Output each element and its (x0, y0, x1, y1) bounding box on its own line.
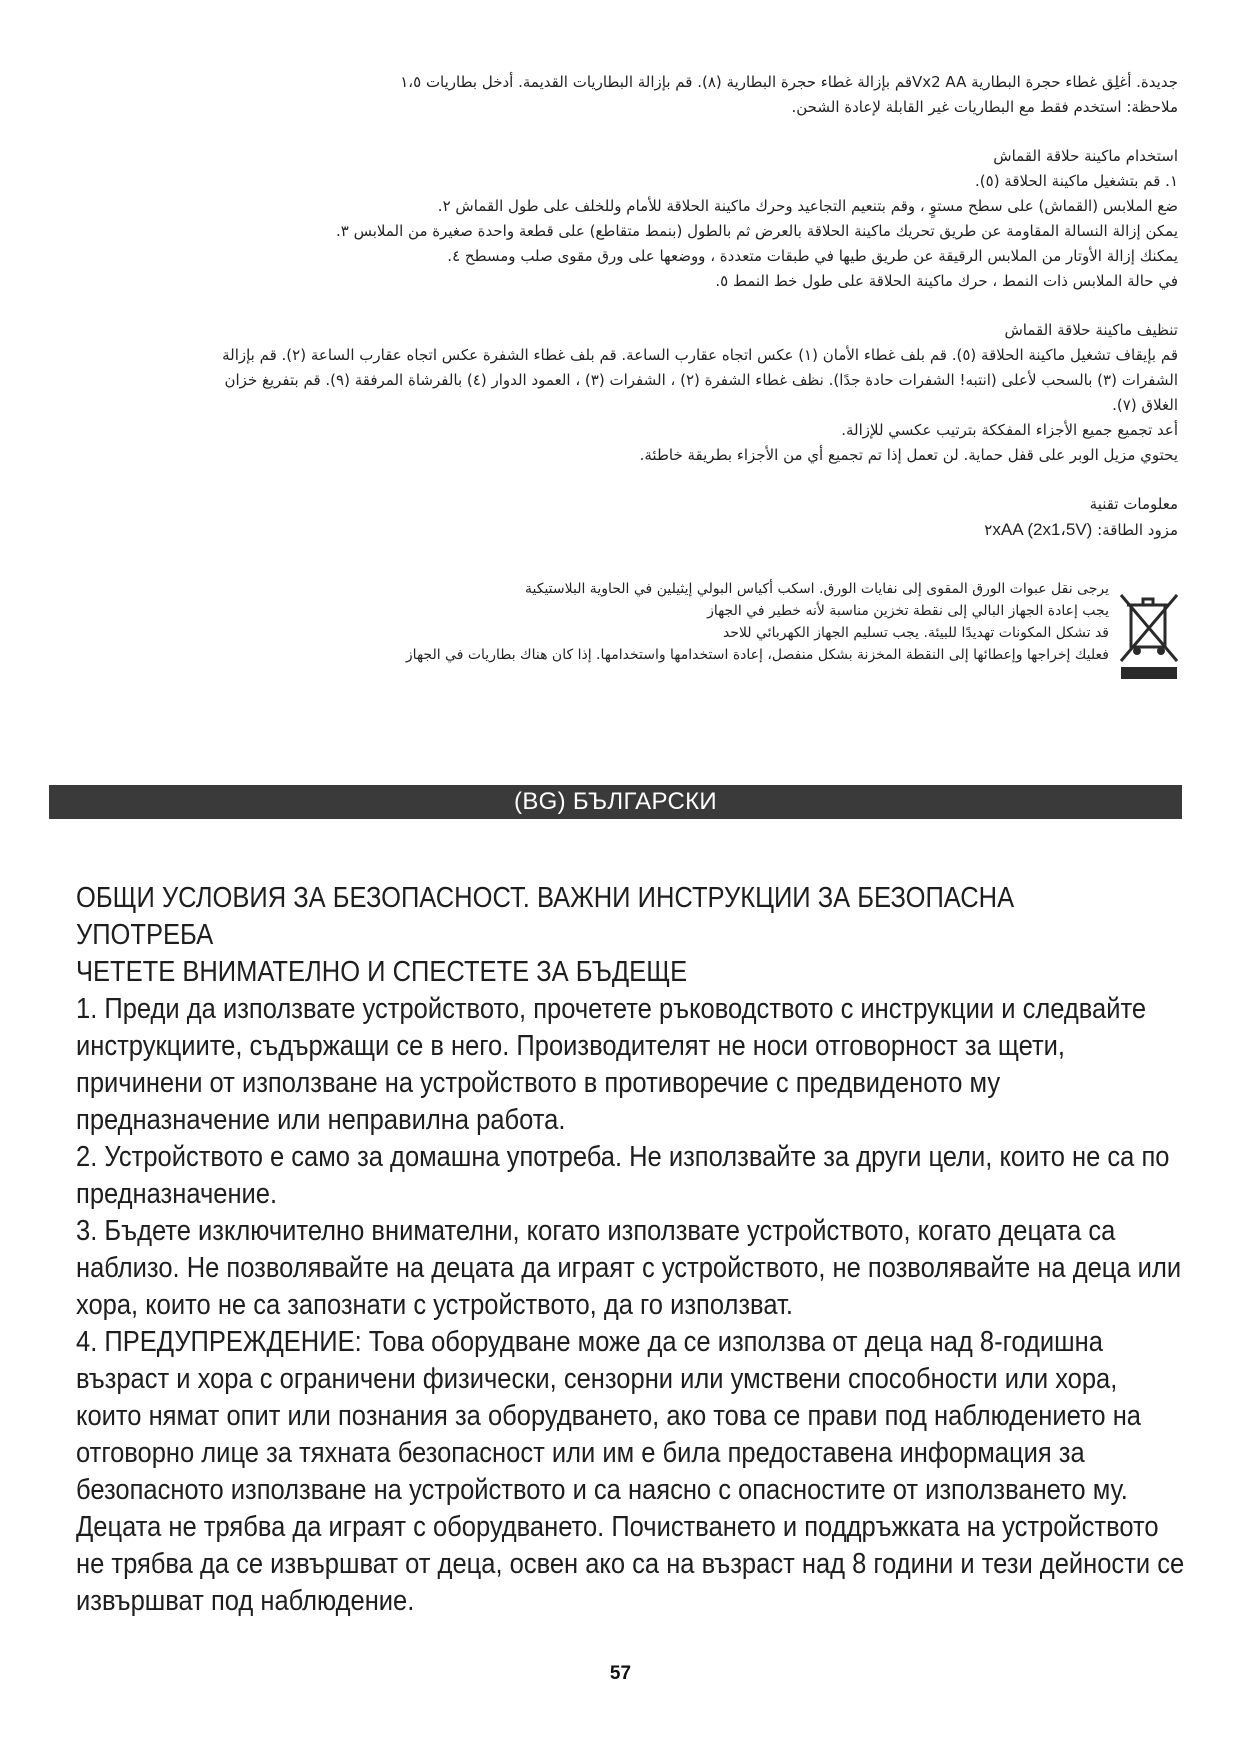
battery-line: جديدة. أغلِق غطاء حجرة البطارية Vx2 AAقم بإزالة غطاء حجرة البطارية (٨). قم بإزالة البطاريات القديمة. أدخل بطاريات ١،٥ (400, 73, 1178, 91)
cleaning-line: أعد تجميع جميع الأجزاء المفككة بترتيب عكسي للإزالة. (841, 421, 1178, 439)
cleaning-line: قم بإيقاف تشغيل ماكينة الحلاقة (٥). قم بلف غطاء الأمان (١) عكس اتجاه عقارب الساعة. قم بلف غطاء الشفرة عكس اتجاه عقارب الساعة (٢). قم بإزالة (222, 346, 1178, 364)
cleaning-line: الشفرات (٣) بالسحب لأعلى (انتبه! الشفرات حادة جدًا). نظف غطاء الشفرة (٢) ، الشفرات (٣) ، العمود الدوار (٤) بالفرشاة المرفقة (٩). قم بتفريغ خزان (224, 371, 1178, 389)
safety-item: 2. Устройството е само за домашна употреба. Не използвайте за други цели, които не са по предназначение. (76, 1141, 1170, 1210)
usage-heading: استخدام ماكينة حلاقة القماش (993, 147, 1178, 165)
usage-line: ١. قم بتشغيل ماكينة الحلاقة (٥). (975, 172, 1178, 190)
disposal-line: يجب إعادة الجهاز البالي إلى نقطة تخزين مناسبة لأنه خطير في الجهاز (707, 603, 1109, 619)
bulgarian-section (76, 880, 1186, 1620)
safety-item: 4. ПРЕДУПРЕЖДЕНИЕ: Това оборудване може да се използва от деца над 8-годишна възраст и хора с ограничени физически, сензорни или умствени способности или хора, които нямат опит или познания за оборудването, ако това се прави под наблюдението на отговорно лице за тяхната безопасност или им е била предоставена информация за безопасното използване на устройството и са наясно с опасностите от използването му. Децата не трябва да играят с оборудването. Почистването и поддръжката на устройството не трябва да се извършват от деца, освен ако са на възраст над 8 години и тези дейности се извършват под наблюдение. (76, 1326, 1185, 1617)
crossed-bin-icon (1117, 591, 1181, 681)
usage-line: ضع الملابس (القماش) على سطح مستوٍ ، وقم بتنعيم التجاعيد وحرك ماكينة الحلاقة للأمام وللخلف على طول القماش ٢. (437, 197, 1178, 215)
usage-line: يمكنك إزالة الأوتار من الملابس الرقيقة عن طريق طيها في طبقات متعددة ، ووضعها على ورق مقوى صلب ومسطح ٤. (447, 247, 1178, 265)
spec-line (58, 517, 1178, 542)
arabic-section (58, 70, 1178, 542)
spec-heading: معلومات تقنية (1089, 495, 1178, 513)
page-number: 57 (609, 1663, 632, 1684)
usage-line: في حالة الملابس ذات النمط ، حرك ماكينة الحلاقة على طول خط النمط ٥. (715, 272, 1178, 290)
spec-value: xAA (2x1،5V) (992, 520, 1093, 539)
safety-title-continued: УПОТРЕБА (76, 919, 214, 951)
cleaning-line: يحتوي مزيل الوبر على قفل حماية. لن تعمل إذا تم تجميع أي من الأجزاء بطريقة خاطئة. (639, 446, 1178, 464)
disposal-line: فعليك إخراجها وإعطائها إلى النقطة المخزنة بشكل منفصل، إعادة استخدامها واستخدامها. إذا كان هناك بطاريات في الجهاز (405, 647, 1109, 663)
safety-title: ОБЩИ УСЛОВИЯ ЗА БЕЗОПАСНОСТ. ВАЖНИ ИНСТРУКЦИИ ЗА БЕЗОПАСНА (76, 882, 1015, 914)
safety-subtitle: ЧЕТЕТЕ ВНИМАТЕЛНО И СПЕСТЕТЕ ЗА БЪДЕЩЕ (76, 956, 688, 988)
disposal-line: يرجى نقل عبوات الورق المقوى إلى نفايات الورق. اسكب أكياس البولي إيثيلين في الحاوية البلاستيكية (524, 581, 1109, 597)
usage-line: يمكن إزالة النسالة المقاومة عن طريق تحريك ماكينة الحلاقة بالعرض ثم بالطول (بنمط متقاطع) على قطعة واحدة صغيرة من الملابس ٣. (336, 222, 1178, 240)
safety-item: 1. Преди да използвате устройството, прочетете ръководството с инструкции и следвайте инструкциите, съдържащи се в него. Производителят не носи отговорност за щети, причинени от използване на устройството в противоречие с предвиденото му предназначение или неправилна работа. (76, 993, 1147, 1136)
battery-note: ملاحظة: استخدم فقط مع البطاريات غير القابلة لإعادة الشحن. (791, 98, 1178, 116)
disposal-text (109, 578, 1109, 666)
disposal-line: قد تشكل المكونات تهديدًا للبيئة. يجب تسليم الجهاز الكهربائي للاحد (722, 625, 1109, 641)
language-section-bar: (BG) БЪЛГАРСКИ (49, 785, 1182, 819)
spec-label: مزود الطاقة: ٢ (984, 521, 1178, 539)
cleaning-line: الغلاق (٧). (1112, 396, 1178, 414)
safety-item: 3. Бъдете изключително внимателни, когато използвате устройството, когато децата са наблизо. Не позволявайте на децата да играят с устройството, не позволявайте на деца или хора, които не са запознати с устройството, да го използват. (76, 1215, 1182, 1321)
cleaning-heading: تنظيف ماكينة حلاقة القماش (1004, 321, 1178, 339)
